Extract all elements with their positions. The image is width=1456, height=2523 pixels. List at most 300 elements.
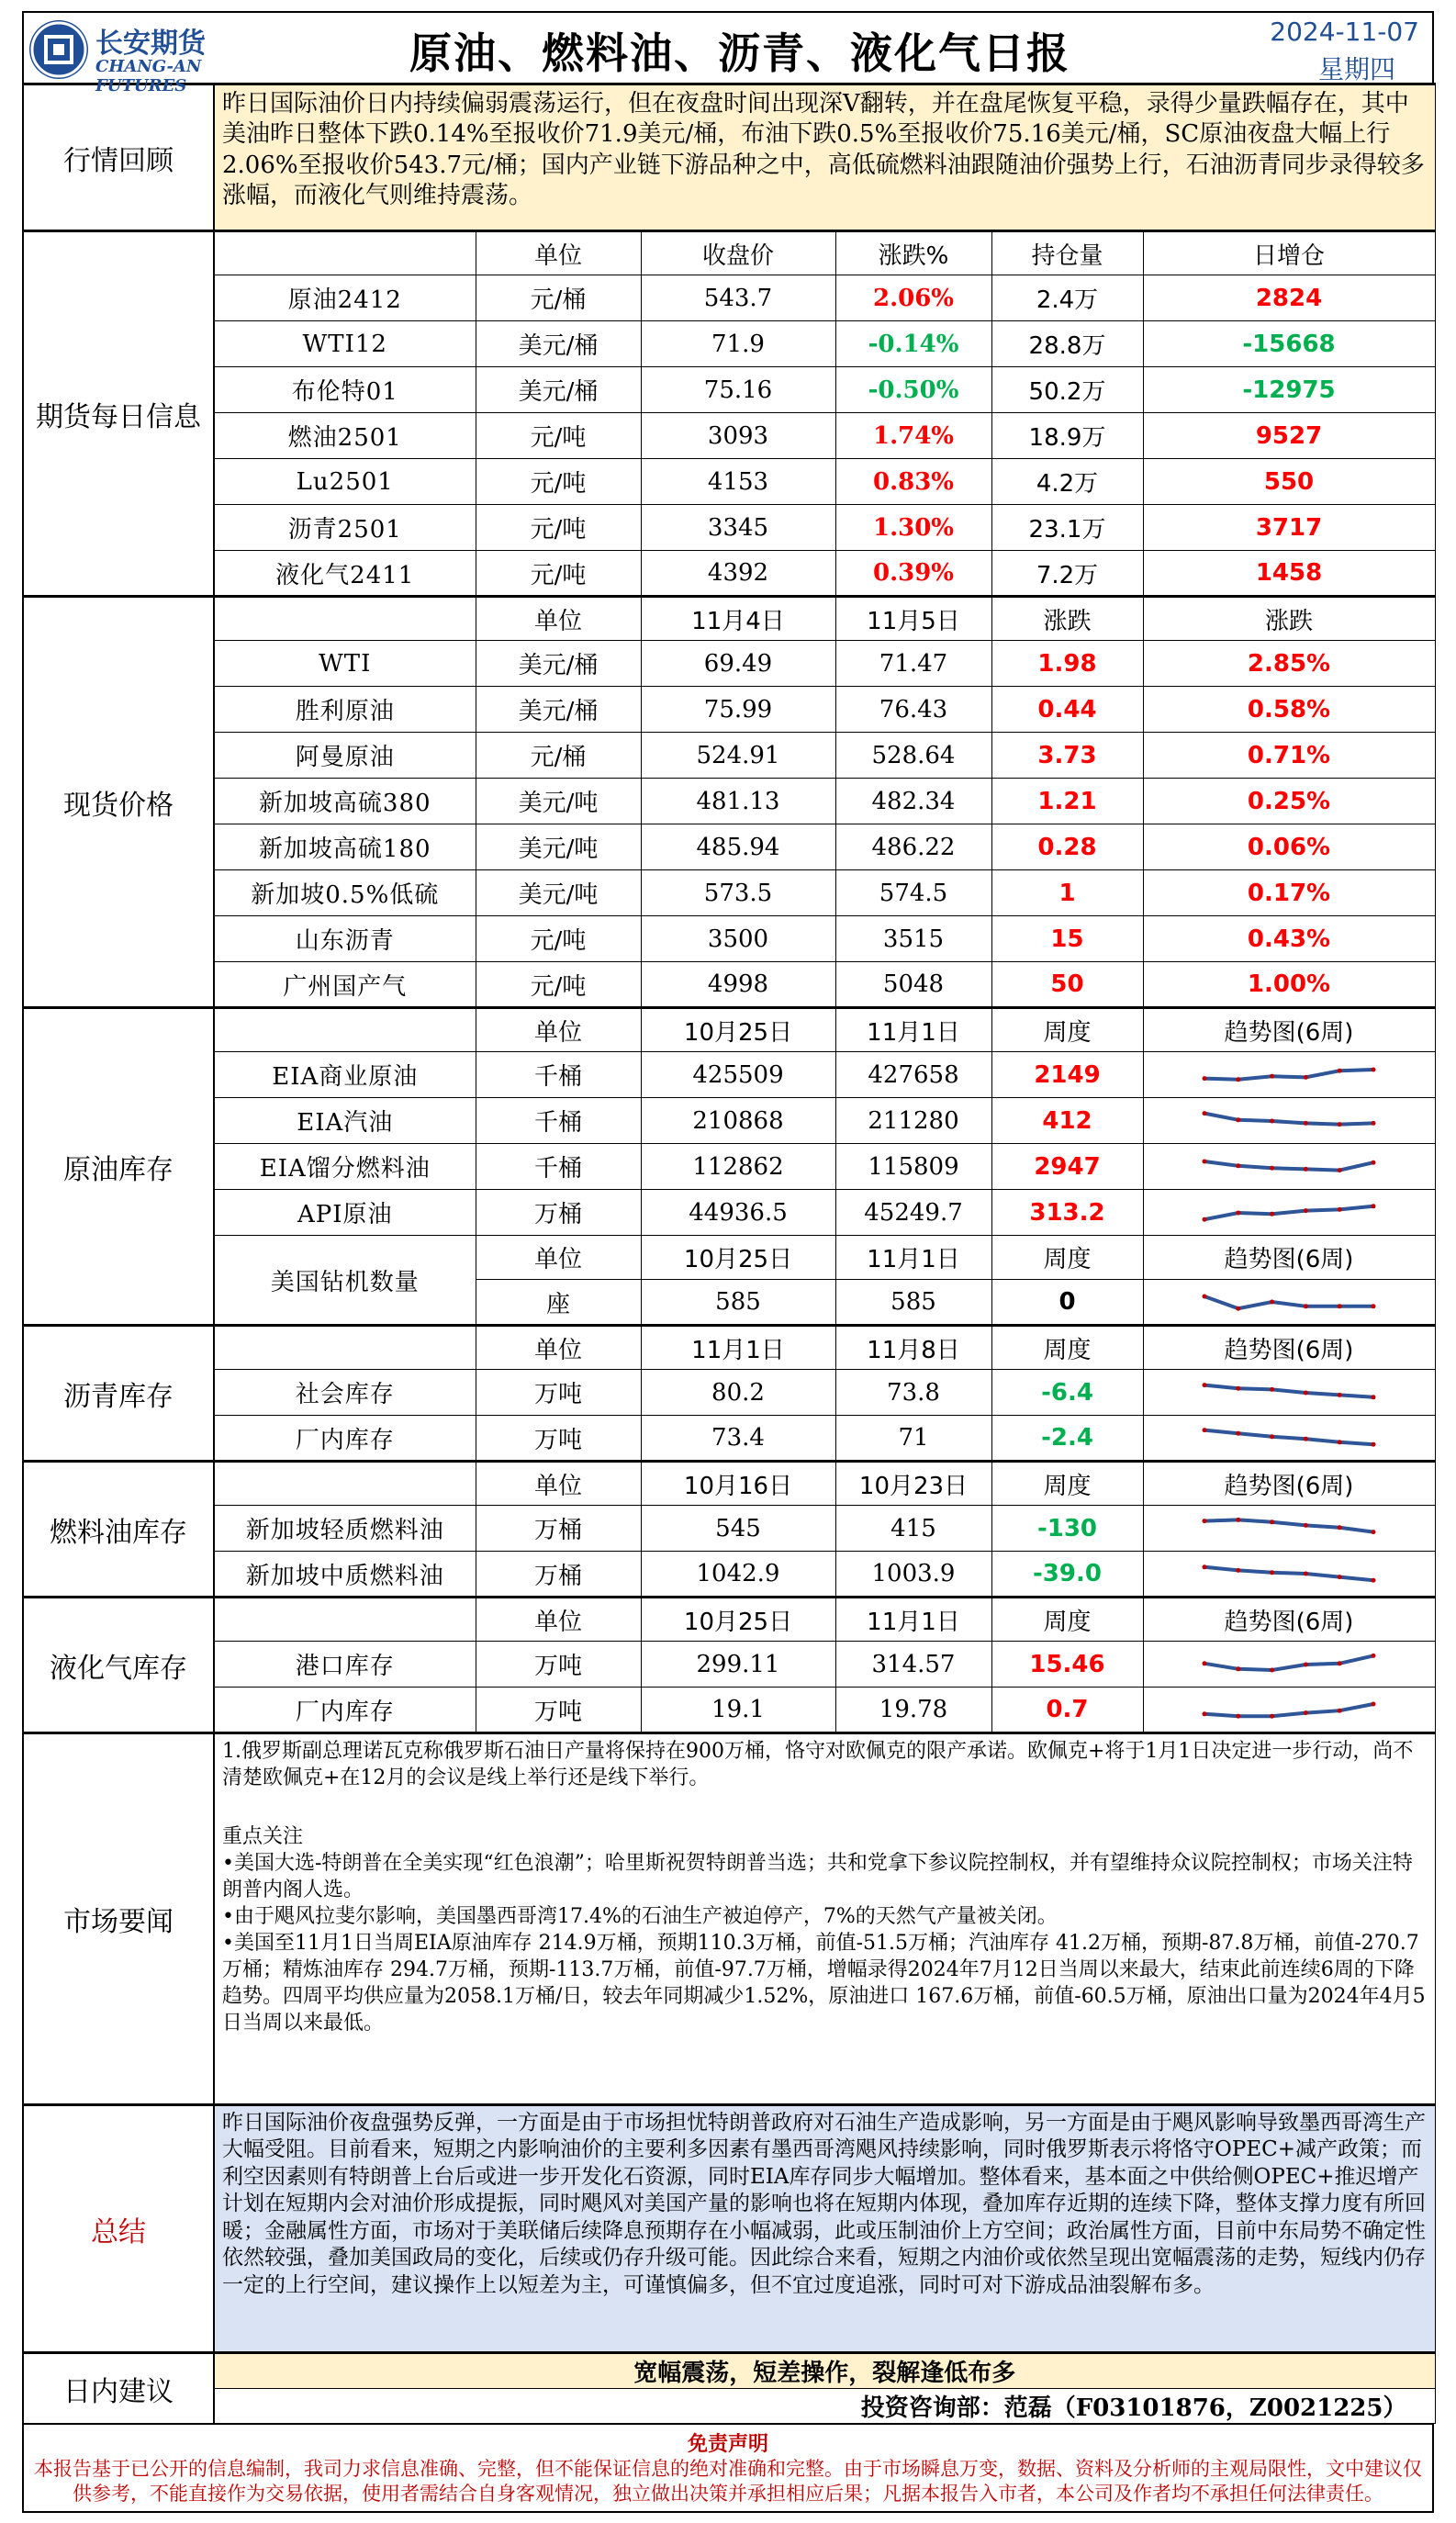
column-header: 周度 bbox=[991, 1598, 1143, 1642]
inventory-prev: 44936.5 bbox=[641, 1190, 835, 1236]
trend-point bbox=[1203, 1383, 1207, 1387]
table-row bbox=[23, 733, 1435, 779]
inventory-latest: 115809 bbox=[835, 1144, 991, 1190]
column-header: 单位 bbox=[476, 1008, 641, 1052]
unit: 元/桶 bbox=[476, 733, 641, 779]
trend-point bbox=[1338, 1392, 1342, 1396]
column-header: 收盘价 bbox=[641, 231, 835, 275]
unit: 元/吨 bbox=[476, 962, 641, 1008]
product-name: 社会库存 bbox=[214, 1370, 476, 1416]
trend-sparkline bbox=[1197, 1514, 1381, 1543]
weekly-change: -6.4 bbox=[991, 1370, 1143, 1416]
trend-point bbox=[1304, 1074, 1308, 1079]
table-row bbox=[23, 1052, 1435, 1098]
trend-point bbox=[1203, 1076, 1207, 1081]
price-day1: 524.91 bbox=[641, 733, 835, 779]
trend-point bbox=[1372, 1702, 1376, 1707]
price-day1: 75.99 bbox=[641, 687, 835, 733]
crude_inv-label: 原油库存 bbox=[23, 1008, 214, 1326]
table-row bbox=[23, 1416, 1435, 1462]
trend-point bbox=[1270, 1570, 1274, 1575]
inventory-latest: 73.8 bbox=[835, 1370, 991, 1416]
trend-chart bbox=[1143, 1370, 1435, 1416]
unit: 美元/桶 bbox=[476, 641, 641, 687]
news-item: •美国大选-特朗普在全美实现“红色浪潮”；哈里斯祝贺特朗普当选；共和党拿下参议院控制权，并有望维持众议院控制权；市场关注特朗普内阁人选。 bbox=[222, 1852, 1413, 1902]
weekly-change: 0.7 bbox=[991, 1688, 1143, 1733]
trend-point bbox=[1304, 1522, 1308, 1527]
column-header: 趋势图(6周) bbox=[1143, 1236, 1435, 1280]
summary-text: 昨日国际油价夜盘强势反弹，一方面是由于市场担忧特朗普政府对石油生产造成影响，另一方面是由于飓风影响导致墨西哥湾生产大幅受阻。目前看来，短期之内影响油价的主要利多因素有墨西哥湾飓风持续影响，同时俄罗斯表示将恪守OPEC+减产政策；而利空因素则有特朗普上台后或进一步开发化石资源，同时EIA库存同步大幅增加。整体看来，基本面之中供给侧OPEC+推迟增产计划在短期内会对油价形成提振，同时飓风对美国产量的影响也将在短期内体现，叠加库存近期的连续下降，整体支撑力度有所回暖；金融属性方面，市场对于美联储后续降息预期存在小幅减弱，此或压制油价上方空间；政治属性方面，目前中东局势不确定性依然较强，叠加美国政局的变化，后续或仍存升级可能。因此综合来看，短期之内油价或依然呈现出宽幅震荡的走势，短线内仍存一定的上行空间，建议操作上以短差为主，可谨慎偏多，但不宜过度追涨，同时可对下游成品油裂解布多。 bbox=[214, 2105, 1435, 2353]
open-interest: 23.1万 bbox=[991, 505, 1143, 551]
unit: 千桶 bbox=[476, 1144, 641, 1190]
trend-chart bbox=[1143, 1052, 1435, 1098]
trend-point bbox=[1372, 1530, 1376, 1534]
price-day2: 482.34 bbox=[835, 779, 991, 824]
trend-point bbox=[1338, 1304, 1342, 1308]
price-day1: 485.94 bbox=[641, 824, 835, 870]
product-name: EIA馏分燃料油 bbox=[214, 1144, 476, 1190]
unit: 座 bbox=[476, 1280, 641, 1326]
trend-line bbox=[1204, 1296, 1373, 1308]
report-weekday: 星期四 bbox=[1317, 54, 1395, 84]
column-header: 10月16日 bbox=[641, 1462, 835, 1506]
product-name: 新加坡中质燃料油 bbox=[214, 1552, 476, 1598]
trend-point bbox=[1372, 1304, 1376, 1308]
change: 0.28 bbox=[991, 824, 1143, 870]
logo-emblem-icon bbox=[29, 20, 88, 79]
column-header: 周度 bbox=[991, 1326, 1143, 1370]
unit: 万吨 bbox=[476, 1370, 641, 1416]
weekly-change: -130 bbox=[991, 1506, 1143, 1552]
asphalt_inv-label: 沥青库存 bbox=[23, 1326, 214, 1462]
column-header: 11月4日 bbox=[641, 597, 835, 641]
product-name: 液化气2411 bbox=[214, 551, 476, 597]
inventory-latest: 427658 bbox=[835, 1052, 991, 1098]
product-name: 新加坡0.5%低硫 bbox=[214, 870, 476, 916]
open-interest: 4.2万 bbox=[991, 459, 1143, 505]
spacer bbox=[222, 1791, 1428, 1823]
price-day2: 486.22 bbox=[835, 824, 991, 870]
unit: 元/吨 bbox=[476, 505, 641, 551]
table-row bbox=[23, 641, 1435, 687]
trend-chart bbox=[1143, 1144, 1435, 1190]
weekly-change: 412 bbox=[991, 1098, 1143, 1144]
change-pct: 0.25% bbox=[1143, 779, 1435, 824]
close-price: 4392 bbox=[641, 551, 835, 597]
trend-point bbox=[1236, 1077, 1240, 1082]
report-header bbox=[22, 11, 1434, 95]
trend-line bbox=[1204, 1070, 1373, 1080]
table-row bbox=[23, 1506, 1435, 1552]
table-row bbox=[23, 2105, 1435, 2353]
table-row bbox=[23, 1552, 1435, 1598]
column-header: 11月8日 bbox=[835, 1326, 991, 1370]
unit: 万吨 bbox=[476, 1688, 641, 1733]
trend-point bbox=[1203, 1711, 1207, 1716]
inventory-prev: 1042.9 bbox=[641, 1552, 835, 1598]
change-pct: 0.71% bbox=[1143, 733, 1435, 779]
price-day1: 69.49 bbox=[641, 641, 835, 687]
product-name: 新加坡轻质燃料油 bbox=[214, 1506, 476, 1552]
news-item: 1.俄罗斯副总理诺瓦克称俄罗斯石油日产量将保持在900万桶，恪守对欧佩克的限产承诺。欧佩克+将于1月1日决定进一步行动，尚不清楚欧佩克+在12月的会议是线上举行还是线下举行。 bbox=[222, 1740, 1414, 1790]
table-row bbox=[23, 505, 1435, 551]
price-day1: 4998 bbox=[641, 962, 835, 1008]
price-day2: 574.5 bbox=[835, 870, 991, 916]
open-interest: 2.4万 bbox=[991, 275, 1143, 321]
unit: 美元/吨 bbox=[476, 870, 641, 916]
review-text: 昨日国际油价日内持续偏弱震荡运行，但在夜盘时间出现深V翻转，并在盘尾恢复平稳，录得少量跌幅存在，其中美油昨日整体下跌0.14%至报收价71.9美元/桶，布油下跌0.5%至报收价75.16美元/桶，SC原油夜盘大幅上行2.06%至报收价543.7元/桶；国内产业链下游品种之中，高低硫燃料油跟随油价强势上行，石油沥青同步录得较多涨幅，而液化气则维持震荡。 bbox=[214, 84, 1435, 231]
product-name: EIA商业原油 bbox=[214, 1052, 476, 1098]
trend-sparkline bbox=[1197, 1423, 1381, 1452]
column-header: 11月1日 bbox=[641, 1326, 835, 1370]
trend-point bbox=[1304, 1662, 1308, 1666]
change-pct: 0.17% bbox=[1143, 870, 1435, 916]
change-pct: 1.30% bbox=[835, 505, 991, 551]
unit: 万桶 bbox=[476, 1552, 641, 1598]
table-row bbox=[23, 275, 1435, 321]
unit: 万吨 bbox=[476, 1642, 641, 1688]
daily-oi-change: -12975 bbox=[1143, 367, 1435, 413]
logo-english: CHANG-AN FUTURES bbox=[95, 57, 202, 95]
trend-point bbox=[1236, 1568, 1240, 1573]
report-table bbox=[22, 83, 1436, 2424]
header-blank bbox=[214, 231, 476, 275]
inventory-prev: 585 bbox=[641, 1280, 835, 1326]
trend-point bbox=[1304, 1572, 1308, 1576]
column-header: 日增仓 bbox=[1143, 231, 1435, 275]
disclaimer-title: 免责声明 bbox=[687, 2432, 768, 2456]
trend-point bbox=[1203, 1661, 1207, 1665]
table-row bbox=[23, 1642, 1435, 1688]
table-row bbox=[23, 1688, 1435, 1733]
column-header: 10月23日 bbox=[835, 1462, 991, 1506]
table-row bbox=[23, 1008, 1435, 1052]
trend-point bbox=[1270, 1386, 1274, 1391]
inventory-prev: 425509 bbox=[641, 1052, 835, 1098]
trend-sparkline bbox=[1197, 1559, 1381, 1588]
open-interest: 18.9万 bbox=[991, 413, 1143, 459]
trend-point bbox=[1270, 1073, 1274, 1078]
product-name: EIA汽油 bbox=[214, 1098, 476, 1144]
open-interest: 28.8万 bbox=[991, 321, 1143, 367]
header-blank bbox=[214, 1008, 476, 1052]
change-pct: 1.74% bbox=[835, 413, 991, 459]
inventory-latest: 314.57 bbox=[835, 1642, 991, 1688]
table-row bbox=[23, 321, 1435, 367]
company-logo bbox=[29, 18, 259, 95]
inventory-latest: 585 bbox=[835, 1280, 991, 1326]
unit: 美元/吨 bbox=[476, 779, 641, 824]
trend-sparkline bbox=[1197, 1378, 1381, 1407]
trend-point bbox=[1338, 1206, 1342, 1211]
column-header: 趋势图(6周) bbox=[1143, 1326, 1435, 1370]
inventory-prev: 73.4 bbox=[641, 1416, 835, 1462]
trend-point bbox=[1203, 1295, 1207, 1299]
unit: 美元/吨 bbox=[476, 824, 641, 870]
trend-chart bbox=[1143, 1506, 1435, 1552]
table-row bbox=[23, 779, 1435, 824]
daily-report bbox=[22, 11, 1434, 2514]
table-row bbox=[23, 1190, 1435, 1236]
price-day2: 5048 bbox=[835, 962, 991, 1008]
change-pct: -0.14% bbox=[835, 321, 991, 367]
trend-point bbox=[1372, 1120, 1376, 1125]
report-date: 2024-11-07 bbox=[1270, 17, 1419, 47]
trend-point bbox=[1304, 1437, 1308, 1441]
trend-point bbox=[1372, 1395, 1376, 1399]
trend-point bbox=[1270, 1519, 1274, 1524]
product-name: 原油2412 bbox=[214, 275, 476, 321]
unit: 元/桶 bbox=[476, 275, 641, 321]
trend-point bbox=[1304, 1304, 1308, 1308]
column-header: 周度 bbox=[991, 1462, 1143, 1506]
unit: 万桶 bbox=[476, 1506, 641, 1552]
weekly-change: 2947 bbox=[991, 1144, 1143, 1190]
trend-point bbox=[1304, 1710, 1308, 1715]
product-name: 广州国产气 bbox=[214, 962, 476, 1008]
inventory-latest: 1003.9 bbox=[835, 1552, 991, 1598]
inventory-prev: 112862 bbox=[641, 1144, 835, 1190]
product-name: 沥青2501 bbox=[214, 505, 476, 551]
inventory-prev: 545 bbox=[641, 1506, 835, 1552]
change-pct: -0.50% bbox=[835, 367, 991, 413]
weekly-change: 2149 bbox=[991, 1052, 1143, 1098]
column-header: 单位 bbox=[476, 231, 641, 275]
trend-chart bbox=[1143, 1552, 1435, 1598]
inventory-prev: 80.2 bbox=[641, 1370, 835, 1416]
trend-point bbox=[1304, 1120, 1308, 1125]
open-interest: 7.2万 bbox=[991, 551, 1143, 597]
table-row bbox=[23, 870, 1435, 916]
unit: 美元/桶 bbox=[476, 687, 641, 733]
table-row bbox=[23, 1144, 1435, 1190]
column-header: 周度 bbox=[991, 1008, 1143, 1052]
trend-line bbox=[1204, 1567, 1373, 1580]
trend-point bbox=[1270, 1300, 1274, 1305]
disclaimer bbox=[22, 2424, 1434, 2513]
column-header: 周度 bbox=[991, 1236, 1143, 1280]
trend-point bbox=[1236, 1431, 1240, 1436]
column-header: 11月5日 bbox=[835, 597, 991, 641]
product-name: WTI12 bbox=[214, 321, 476, 367]
daily-oi-change: -15668 bbox=[1143, 321, 1435, 367]
report-title: 原油、燃料油、沥青、液化气日报 bbox=[409, 28, 1070, 78]
trend-chart bbox=[1143, 1642, 1435, 1688]
column-header: 单位 bbox=[476, 1598, 641, 1642]
product-name: Lu2501 bbox=[214, 459, 476, 505]
change-pct: 2.85% bbox=[1143, 641, 1435, 687]
table-row bbox=[23, 962, 1435, 1008]
price-day1: 481.13 bbox=[641, 779, 835, 824]
lpg_inv-label: 液化气库存 bbox=[23, 1598, 214, 1733]
unit: 美元/桶 bbox=[476, 367, 641, 413]
change-pct: 0.43% bbox=[1143, 916, 1435, 962]
table-row bbox=[23, 1598, 1435, 1642]
product-name: 燃油2501 bbox=[214, 413, 476, 459]
trend-point bbox=[1372, 1442, 1376, 1447]
advice-label: 日内建议 bbox=[23, 2353, 214, 2424]
column-header: 单位 bbox=[476, 1236, 641, 1280]
change: 1 bbox=[991, 870, 1143, 916]
trend-sparkline bbox=[1197, 1287, 1381, 1317]
daily-oi-change: 1458 bbox=[1143, 551, 1435, 597]
change: 3.73 bbox=[991, 733, 1143, 779]
trend-point bbox=[1236, 1517, 1240, 1521]
unit: 万吨 bbox=[476, 1416, 641, 1462]
price-day1: 3500 bbox=[641, 916, 835, 962]
trend-sparkline bbox=[1197, 1152, 1381, 1182]
table-row bbox=[23, 1326, 1435, 1370]
trend-line bbox=[1204, 1205, 1373, 1218]
trend-point bbox=[1203, 1111, 1207, 1116]
product-name: 阿曼原油 bbox=[214, 733, 476, 779]
change: 0.44 bbox=[991, 687, 1143, 733]
daily-oi-change: 9527 bbox=[1143, 413, 1435, 459]
table-row bbox=[23, 551, 1435, 597]
daily-oi-change: 550 bbox=[1143, 459, 1435, 505]
trend-point bbox=[1236, 1306, 1240, 1311]
close-price: 75.16 bbox=[641, 367, 835, 413]
table-row bbox=[23, 2389, 1435, 2424]
table-row bbox=[23, 1098, 1435, 1144]
analyst-info: 投资咨询部：范磊（F03101876，Z0021225） bbox=[214, 2389, 1435, 2424]
product-name: 新加坡高硫380 bbox=[214, 779, 476, 824]
trend-sparkline bbox=[1197, 1060, 1381, 1090]
unit: 元/吨 bbox=[476, 413, 641, 459]
trend-point bbox=[1270, 1434, 1274, 1439]
unit: 万桶 bbox=[476, 1190, 641, 1236]
product-name: 布伦特01 bbox=[214, 367, 476, 413]
inventory-prev: 299.11 bbox=[641, 1642, 835, 1688]
product-name: 山东沥青 bbox=[214, 916, 476, 962]
trend-point bbox=[1270, 1211, 1274, 1216]
table-row bbox=[23, 1733, 1435, 2105]
trend-point bbox=[1236, 1210, 1240, 1215]
trend-sparkline bbox=[1197, 1198, 1381, 1228]
trend-point bbox=[1338, 1440, 1342, 1444]
column-header: 趋势图(6周) bbox=[1143, 1598, 1435, 1642]
price-day2: 528.64 bbox=[835, 733, 991, 779]
column-header: 10月25日 bbox=[641, 1598, 835, 1642]
table-row bbox=[23, 2353, 1435, 2389]
unit: 元/吨 bbox=[476, 916, 641, 962]
header-blank bbox=[214, 1462, 476, 1506]
trend-point bbox=[1203, 1564, 1207, 1569]
trend-point bbox=[1304, 1166, 1308, 1171]
table-row bbox=[23, 597, 1435, 641]
close-price: 3093 bbox=[641, 413, 835, 459]
change-pct: 2.06% bbox=[835, 275, 991, 321]
news-label: 市场要闻 bbox=[23, 1733, 214, 2105]
trend-point bbox=[1236, 1385, 1240, 1390]
trend-chart bbox=[1143, 1098, 1435, 1144]
column-header: 11月1日 bbox=[835, 1236, 991, 1280]
unit: 元/吨 bbox=[476, 551, 641, 597]
trend-point bbox=[1270, 1165, 1274, 1170]
change: 1.98 bbox=[991, 641, 1143, 687]
trend-sparkline bbox=[1197, 1695, 1381, 1724]
trend-point bbox=[1338, 1068, 1342, 1072]
focus-heading: 重点关注 bbox=[222, 1825, 304, 1849]
column-header: 11月1日 bbox=[835, 1008, 991, 1052]
change-pct: 0.06% bbox=[1143, 824, 1435, 870]
trend-point bbox=[1338, 1709, 1342, 1713]
review-label: 行情回顾 bbox=[23, 84, 214, 231]
summary-label: 总结 bbox=[23, 2105, 214, 2353]
trend-chart bbox=[1143, 1688, 1435, 1733]
trend-line bbox=[1204, 1385, 1373, 1396]
table-row bbox=[23, 1236, 1435, 1280]
trend-point bbox=[1236, 1163, 1240, 1168]
column-header: 10月25日 bbox=[641, 1008, 835, 1052]
weekly-change: 0 bbox=[991, 1280, 1143, 1326]
trend-chart bbox=[1143, 1416, 1435, 1462]
trend-point bbox=[1372, 1067, 1376, 1071]
trend-line bbox=[1204, 1519, 1373, 1531]
close-price: 71.9 bbox=[641, 321, 835, 367]
header-blank bbox=[214, 1326, 476, 1370]
change: 1.21 bbox=[991, 779, 1143, 824]
product-name: 厂内库存 bbox=[214, 1416, 476, 1462]
trend-line bbox=[1204, 1113, 1373, 1124]
change: 50 bbox=[991, 962, 1143, 1008]
column-header: 11月1日 bbox=[835, 1598, 991, 1642]
product-name: 港口库存 bbox=[214, 1642, 476, 1688]
advice-text: 宽幅震荡，短差操作，裂解逢低布多 bbox=[214, 2353, 1435, 2389]
inventory-latest: 211280 bbox=[835, 1098, 991, 1144]
open-interest: 50.2万 bbox=[991, 367, 1143, 413]
column-header: 趋势图(6周) bbox=[1143, 1462, 1435, 1506]
price-day2: 71.47 bbox=[835, 641, 991, 687]
column-header: 趋势图(6周) bbox=[1143, 1008, 1435, 1052]
trend-point bbox=[1236, 1117, 1240, 1122]
weekly-change: -39.0 bbox=[991, 1552, 1143, 1598]
table-row bbox=[23, 1370, 1435, 1416]
daily-oi-change: 3717 bbox=[1143, 505, 1435, 551]
trend-sparkline bbox=[1197, 1106, 1381, 1136]
price-day2: 76.43 bbox=[835, 687, 991, 733]
trend-point bbox=[1372, 1160, 1376, 1164]
product-name: API原油 bbox=[214, 1190, 476, 1236]
table-row bbox=[23, 459, 1435, 505]
product-name: 胜利原油 bbox=[214, 687, 476, 733]
column-header: 涨跌% bbox=[835, 231, 991, 275]
header-blank bbox=[214, 597, 476, 641]
product-name: WTI bbox=[214, 641, 476, 687]
disclaimer-text: 本报告基于已公开的信息编制，我司力求信息准确、完整，但不能保证信息的绝对准确和完整。由于市场瞬息万变，数据、资料及分析师的主观局限性，文中建议仅供参考，不能直接作为交易依据，使用者需结合自身客观情况，独立做出决策并承担相应后果；凡据本报告入市者，本公司及作者均不承担任何法律责任。 bbox=[34, 2458, 1422, 2506]
trend-point bbox=[1338, 1525, 1342, 1530]
product-name: 厂内库存 bbox=[214, 1688, 476, 1733]
news-item: •由于飓风拉斐尔影响，美国墨西哥湾17.4%的石油生产被迫停产，7%的天然气产量被关闭。 bbox=[222, 1905, 1058, 1929]
trend-point bbox=[1372, 1204, 1376, 1208]
close-price: 543.7 bbox=[641, 275, 835, 321]
close-price: 3345 bbox=[641, 505, 835, 551]
trend-line bbox=[1204, 1161, 1373, 1171]
news-content bbox=[214, 1733, 1435, 2105]
trend-line bbox=[1204, 1430, 1373, 1445]
column-header: 涨跌 bbox=[1143, 597, 1435, 641]
trend-line bbox=[1204, 1655, 1373, 1670]
trend-point bbox=[1203, 1159, 1207, 1163]
trend-point bbox=[1338, 1661, 1342, 1665]
table-row bbox=[23, 231, 1435, 275]
daily-oi-change: 2824 bbox=[1143, 275, 1435, 321]
trend-point bbox=[1236, 1666, 1240, 1671]
trend-point bbox=[1338, 1168, 1342, 1172]
price-day1: 573.5 bbox=[641, 870, 835, 916]
inventory-latest: 415 bbox=[835, 1506, 991, 1552]
inventory-prev: 19.1 bbox=[641, 1688, 835, 1733]
